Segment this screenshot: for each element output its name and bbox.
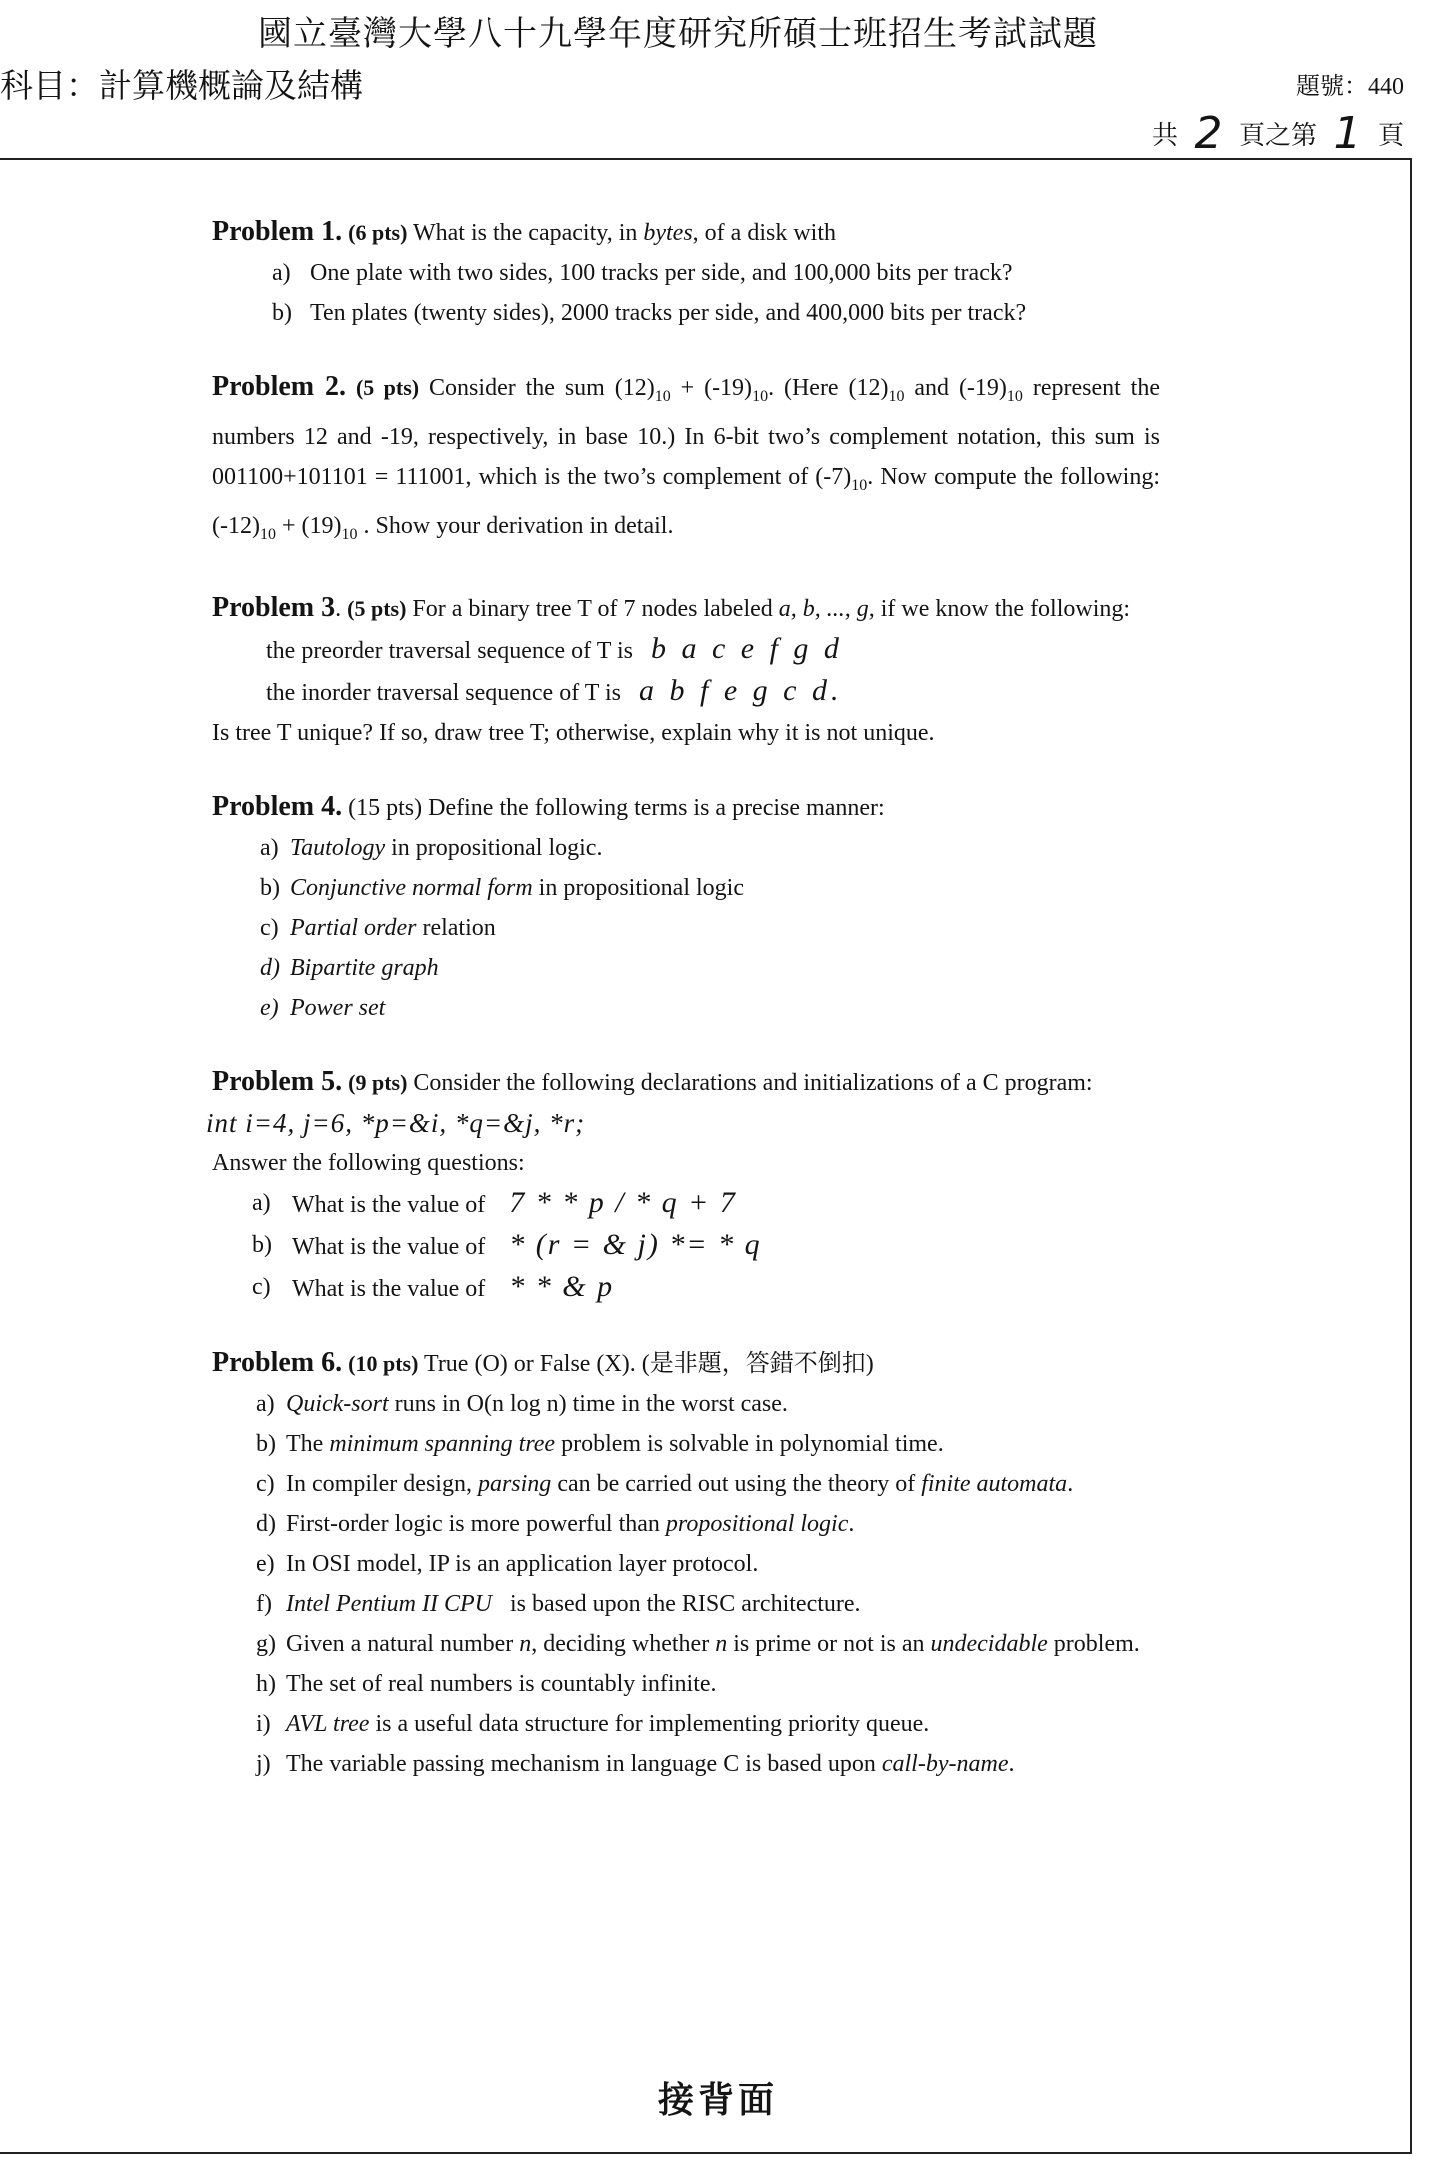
problem-number-dot: .	[335, 596, 342, 623]
c-expression: * * & p	[509, 1270, 615, 1304]
exam-title: 國立臺灣大學八十九學年度研究所碩士班招生考試試題	[258, 16, 1098, 53]
problem-3	[212, 588, 1160, 753]
problem-1-statement	[212, 212, 1160, 253]
problem-points: (5 pts)	[355, 375, 420, 400]
term: Partial order	[290, 915, 417, 942]
item-emphasis: Quick-sort	[286, 1391, 389, 1418]
problem-text-emphasis: bytes	[643, 220, 693, 246]
problem-text: . Now compute the following: (-12)	[212, 463, 1161, 539]
problem-6	[212, 1343, 1160, 1784]
item-emphasis: undecidable	[930, 1631, 1048, 1658]
problem-points: (5 pts)	[347, 596, 407, 622]
problem-text: What is the capacity, in	[413, 220, 638, 246]
item-label: b)	[256, 1431, 276, 1458]
problem-4-statement	[212, 787, 1160, 828]
exam-number: 題號：440	[1296, 74, 1404, 100]
subquestion	[212, 828, 1160, 868]
problem-text-emphasis: a, b, ..., g,	[778, 596, 875, 623]
subquestion	[212, 1183, 1160, 1225]
item-text: .	[848, 1511, 855, 1538]
subquestion	[212, 293, 1160, 333]
item-emphasis: Intel Pentium II CPU	[286, 1591, 492, 1618]
page-count	[1152, 108, 1404, 159]
c-expression: 7 * * p / * q + 7	[509, 1186, 737, 1220]
true-false-item	[212, 1704, 1160, 1744]
item-emphasis: finite automata	[921, 1471, 1068, 1498]
item-label: c)	[256, 1471, 275, 1498]
page-count-mid: 頁之第	[1238, 121, 1317, 150]
item-text: problem is solvable in polynomial time.	[555, 1431, 944, 1458]
item-emphasis: minimum spanning tree	[329, 1431, 556, 1458]
subquestion-label: a)	[272, 260, 291, 286]
item-text: is prime or not is an	[727, 1631, 931, 1658]
problem-6-statements	[212, 1384, 1160, 1784]
c-declaration: int i=4, j=6, *p=&i, *q=&j, *r;	[206, 1108, 586, 1139]
item-emphasis: call-by-name	[881, 1751, 1009, 1778]
preorder-sequence: b a c e f g d	[650, 632, 843, 666]
item-text: The	[286, 1431, 330, 1458]
base-subscript: 10	[341, 525, 358, 543]
true-false-item	[212, 1624, 1160, 1664]
problem-5-ask: Answer the following questions:	[212, 1150, 525, 1177]
base-subscript: 10	[259, 525, 276, 543]
problem-points: (10 pts)	[348, 1351, 419, 1377]
subquestion-text: What is the value of	[292, 1276, 486, 1303]
item-emphasis: propositional logic	[665, 1511, 849, 1538]
problem-text: Consider the sum (12)	[429, 375, 655, 401]
item-text: In compiler design,	[286, 1471, 478, 1498]
base-subscript: 10	[888, 387, 905, 405]
item-text: The set of real numbers is countably infinite.	[286, 1671, 717, 1698]
problem-number: Problem 4.	[212, 791, 343, 823]
item-text: runs in O(n log n) time in the worst case.	[388, 1391, 788, 1418]
base-subscript: 10	[1006, 387, 1023, 405]
base-subscript: 10	[654, 387, 671, 405]
subquestion-label: e)	[260, 995, 279, 1022]
page-count-prefix: 共	[1151, 121, 1178, 150]
item-label: f)	[256, 1591, 272, 1618]
problem-4-subquestions	[212, 828, 1160, 1028]
subquestion-text: relation	[416, 915, 496, 942]
item-label: i)	[256, 1711, 271, 1738]
item-emphasis: AVL tree	[286, 1711, 370, 1738]
subquestion-text: One plate with two sides, 100 tracks per side, and 100,000 bits per track?	[310, 260, 1013, 286]
problem-points: (15 pts)	[348, 795, 423, 822]
item-text: can be carried out using the theory of	[551, 1471, 922, 1498]
problem-points: (6 pts)	[348, 220, 408, 245]
true-false-item	[212, 1504, 1160, 1544]
subquestion-label: b)	[260, 875, 280, 902]
problem-number: Problem 3	[212, 592, 336, 624]
problem-6-statement	[212, 1343, 1160, 1384]
problem-3-question: Is tree T unique? If so, draw tree T; otherwise, explain why it is not unique.	[212, 720, 935, 747]
problem-text: and (-19)	[904, 375, 1007, 401]
item-text: is based upon the RISC architecture.	[491, 1591, 861, 1618]
problem-text: True (O) or False (X). (是非題，答錯不倒扣)	[424, 1351, 874, 1378]
problem-number: Problem 1.	[212, 216, 343, 247]
term: Conjunctive normal form	[290, 875, 533, 902]
problem-text: . (Here (12)	[768, 375, 889, 401]
base-subscript: 10	[851, 476, 868, 494]
problem-number: Problem 5.	[212, 1066, 343, 1098]
item-text: First-order logic is more powerful than	[286, 1511, 666, 1538]
subject-label: 科目：計算機概論及結構	[0, 69, 363, 105]
item-text: The variable passing mechanism in language C is based upon	[286, 1751, 882, 1778]
true-false-item	[212, 1664, 1160, 1704]
item-text: is a useful data structure for implementing priority queue.	[369, 1711, 930, 1738]
subquestion	[212, 1267, 1160, 1309]
subquestion-label: a)	[260, 835, 279, 862]
item-label: g)	[256, 1631, 276, 1658]
true-false-item	[212, 1584, 1160, 1624]
problem-points: (9 pts)	[348, 1070, 408, 1096]
inorder-label: the inorder traversal sequence of T is	[266, 680, 621, 707]
item-label: e)	[256, 1551, 275, 1578]
true-false-item	[212, 1464, 1160, 1504]
problem-number: Problem 2.	[212, 371, 347, 402]
problem-text: Consider the following declarations and initializations of a C program:	[413, 1070, 1093, 1097]
page-count-suffix: 頁	[1377, 121, 1404, 150]
subquestion	[212, 988, 1160, 1028]
item-label: a)	[256, 1391, 275, 1418]
subquestion	[212, 253, 1160, 293]
subquestion	[212, 948, 1160, 988]
subquestion	[212, 1225, 1160, 1267]
item-label: h)	[256, 1671, 276, 1698]
problem-text: For a binary tree T of 7 nodes labeled	[412, 596, 773, 623]
inorder-line	[212, 671, 1160, 713]
problem-text: + (-19)	[670, 375, 753, 401]
item-text: problem.	[1047, 1631, 1140, 1658]
subquestion	[212, 868, 1160, 908]
true-false-item	[212, 1744, 1160, 1784]
item-label: j)	[256, 1751, 271, 1778]
subquestion-text: Ten plates (twenty sides), 2000 tracks per side, and 400,000 bits per track?	[310, 300, 1027, 326]
subquestion-text: in propositional logic.	[385, 835, 603, 862]
subquestion-label: d)	[260, 955, 280, 982]
problem-text: represent the numbers 12 and -19, respectively, in base 10.) In 6-bit two’s complement notation, this sum is 001100+101101 = 111001, which is the two’s complement of (-7)	[212, 375, 1160, 490]
problem-text: Define the following terms is a precise manner:	[428, 795, 885, 822]
item-emphasis: n	[519, 1631, 532, 1658]
subquestion-text: What is the value of	[292, 1234, 486, 1261]
continue-on-back-stamp: 接背面	[657, 2079, 778, 2121]
problem-5-statement	[212, 1062, 1160, 1103]
item-text: Given a natural number	[286, 1631, 520, 1658]
subquestion	[212, 908, 1160, 948]
true-false-item	[212, 1424, 1160, 1464]
item-text: .	[1008, 1751, 1015, 1778]
problem-1	[212, 212, 1160, 333]
term: Power set	[290, 995, 386, 1022]
preorder-line	[212, 629, 1160, 671]
total-pages: 2	[1194, 108, 1223, 159]
subquestion-label: b)	[252, 1232, 272, 1259]
term: Tautology	[290, 835, 386, 862]
current-page: 1	[1333, 108, 1362, 159]
problem-text: + (19)	[275, 512, 342, 539]
subquestion-label: b)	[272, 300, 292, 326]
problem-4	[212, 787, 1160, 1028]
problem-2	[212, 367, 1160, 554]
subquestion-text: What is the value of	[292, 1192, 486, 1219]
subquestion-label: a)	[252, 1190, 271, 1217]
problem-5	[206, 1062, 1160, 1309]
subquestion-text: in propositional logic	[532, 875, 744, 902]
c-expression: * (r = & j) *= * q	[509, 1228, 762, 1262]
problem-5-subquestions	[212, 1183, 1160, 1309]
problem-3-statement	[212, 588, 1160, 629]
subquestion-label: c)	[260, 915, 279, 942]
item-emphasis: parsing	[477, 1471, 552, 1498]
term: Bipartite graph	[290, 955, 439, 982]
true-false-item	[212, 1384, 1160, 1424]
item-text: In OSI model, IP is an application layer protocol.	[286, 1551, 759, 1578]
problem-1-subquestions	[212, 253, 1160, 333]
inorder-sequence: a b f e g c d.	[638, 674, 843, 708]
true-false-item	[212, 1544, 1160, 1584]
preorder-label: the preorder traversal sequence of T is	[266, 638, 633, 665]
item-emphasis: n	[715, 1631, 728, 1658]
base-subscript: 10	[752, 387, 769, 405]
item-label: d)	[256, 1511, 276, 1538]
problem-number: Problem 6.	[212, 1347, 343, 1379]
problem-text: . Show your derivation in detail.	[357, 512, 674, 539]
exam-content	[206, 212, 1161, 1818]
item-text: .	[1067, 1471, 1074, 1498]
subquestion-label: c)	[252, 1274, 271, 1301]
problem-text: , of a disk with	[692, 220, 836, 246]
problem-text: if we know the following:	[880, 596, 1131, 623]
item-text: , deciding whether	[531, 1631, 716, 1658]
